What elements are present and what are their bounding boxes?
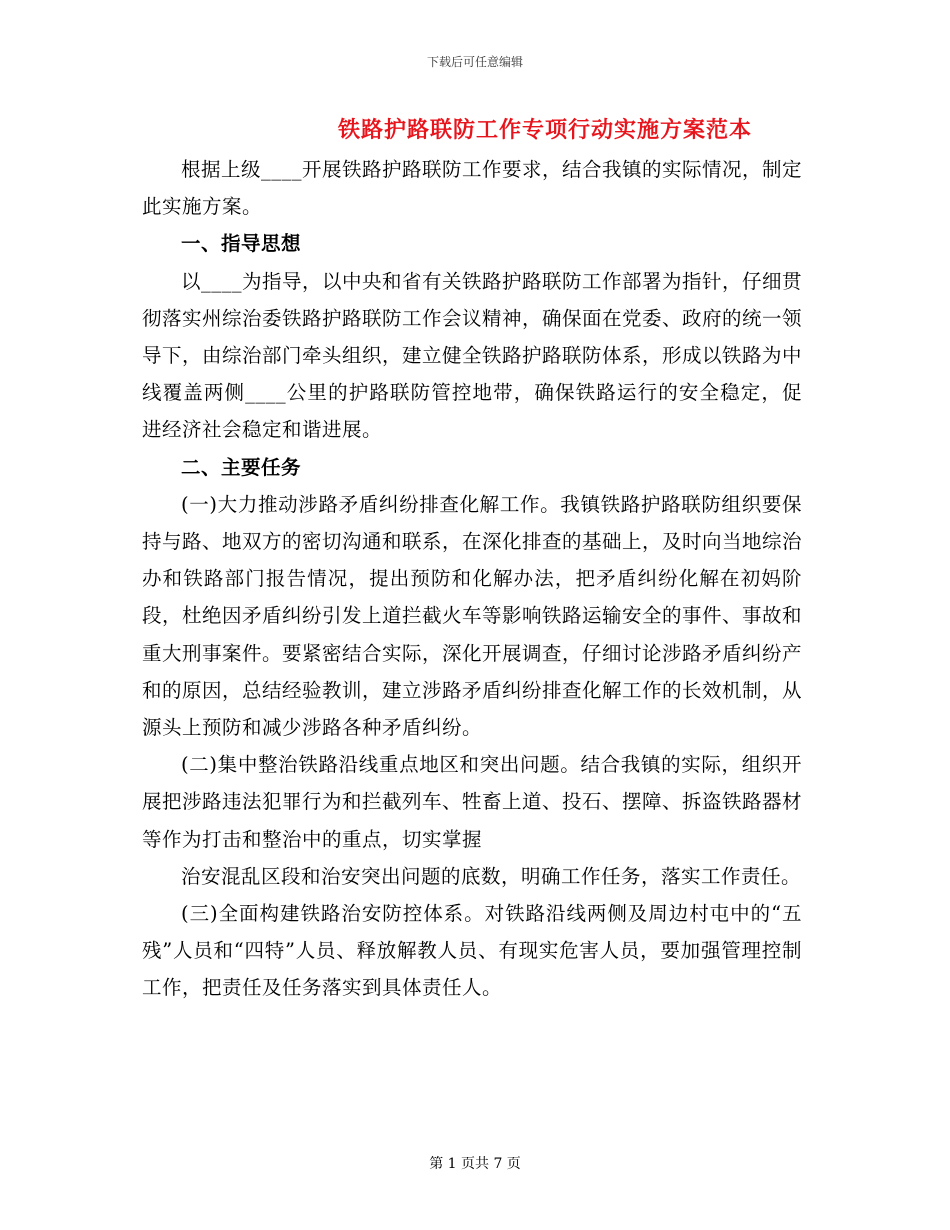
page-header-note: 下载后可任意编辑: [426, 55, 523, 69]
page-number: 第 1 页共 7 页: [429, 1156, 521, 1172]
task-paragraph-2: (二)集中整治铁路沿线重点地区和突出问题。结合我镇的实际，组织开展把涉路违法犯罪行为和拦截列车、牲畜上道、投石、摆障、拆盗铁路器材等作为打击和整治中的重点，切实掌握: [142, 753, 803, 851]
section-heading-guiding-ideology: 一、指导思想: [181, 232, 302, 256]
intro-paragraph: 根据上级____开展铁路护路联防工作要求，结合我镇的实际情况，制定此实施方案。: [142, 158, 803, 219]
task-paragraph-2-continued: 治安混乱区段和治安突出问题的底数，明确工作任务，落实工作责任。: [181, 864, 802, 888]
document-title: 铁路护路联防工作专项行动实施方案范本: [337, 117, 752, 143]
task-paragraph-1: (一)大力推动涉路矛盾纠纷排查化解工作。我镇铁路护路联防组织要保持与路、地双方的密切沟通和联系，在深化排查的基础上，及时向当地综治办和铁路部门报告情况，提出预防和化解办法，把矛盾纠纷化解在初妈阶段，杜绝因矛盾纠纷引发上道拦截火车等影响铁路运输安全的事件、事故和重大刑事案件。要紧密结合实际，深化开展调查，仔细讨论涉路矛盾纠纷产和的原因，总结经验教训，建立涉路矛盾纠纷排查化解工作的长效机制，从源头上预防和减少涉路各种矛盾纠纷。: [142, 492, 803, 740]
task-paragraph-3: (三)全面构建铁路治安防控体系。对铁路沿线两侧及周边村屯中的“五残”人员和“四特”人员、释放解教人员、有现实危害人员，要加强管理控制工作，把责任及任务落实到具体责任人。: [142, 902, 802, 1000]
section-heading-main-tasks: 二、主要任务: [181, 455, 302, 479]
document-body: [142, 151, 802, 1007]
guiding-ideology-paragraph: 以____为指导，以中央和省有关铁路护路联防工作部署为指针，仔细贯彻落实州综治委铁路护路联防工作会议精神，确保面在党委、政府的统一领导下，由综治部门牵头组织，建立健全铁路护路联防体系，形成以铁路为中线覆盖两侧____公里的护路联防管控地带，确保铁路运行的安全稳定，促进经济社会稳定和谐进展。: [142, 269, 803, 442]
